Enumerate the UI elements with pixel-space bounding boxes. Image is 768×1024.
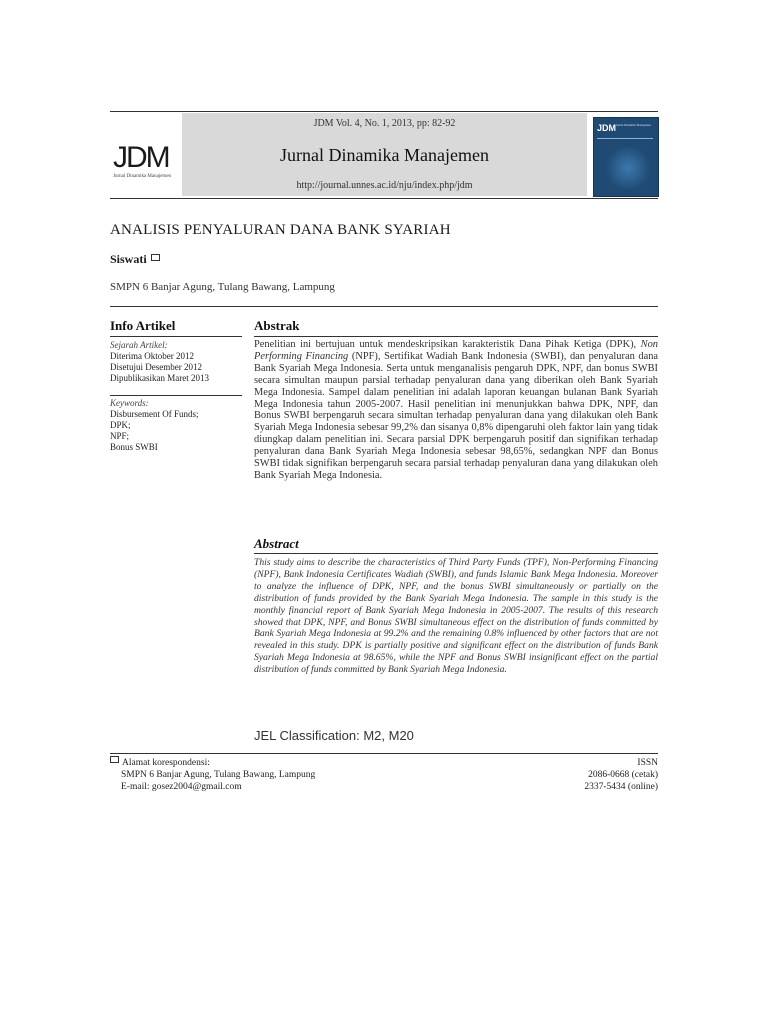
cover-divider bbox=[597, 138, 653, 139]
section-rule bbox=[110, 306, 658, 307]
keyword-item: Disbursement Of Funds; bbox=[110, 409, 199, 419]
abstrak-heading-rule bbox=[254, 336, 658, 337]
history-label: Sejarah Artikel: bbox=[110, 340, 168, 350]
issn-block bbox=[520, 757, 658, 793]
journal-logo-text: JDM bbox=[113, 141, 169, 174]
journal-logo bbox=[110, 113, 182, 196]
abstract-text: This study aims to describe the characteristics of Third Party Funds (TPF), Non-Performing Financing (NPF), Bank Indonesia Certificates Wadiah (SWBI), and funds Islamic Bank Mega Indonesia. Moreover to analyze the influence of DPK, NPF, and the bonus SWBI simultaneously or partially on the distribution of funds provided by the Bank Syariah Mega Indonesia. The sample in this study is the monthly financial report of Bank Syariah Mega Indonesia in 2005-2007. The results of this research showed that DPK, NPF, and Bonus SWBI simultaneous effect on the distribution of funds committed by Bank Syariah Mega Indonesia at 99.2% and the remaining 0.8% influenced by other factors that are not revealed in this study. DPK is partially positive and significant effect on the distribution of funds Bank Syariah Mega Indonesia at 98.65%, while the NPF and Bonus SWBI insignificant effect on the partial distribution of funds committed by Bank Syariah Mega Indonesia. bbox=[254, 557, 658, 676]
keywords-block bbox=[110, 398, 199, 453]
correspondence-block bbox=[110, 757, 315, 793]
footer-rule bbox=[110, 753, 658, 754]
keywords-rule bbox=[110, 395, 242, 396]
history-approved: Disetujui Desember 2012 bbox=[110, 362, 202, 372]
history-received: Diterima Oktober 2012 bbox=[110, 351, 194, 361]
cover-graphic bbox=[604, 146, 652, 190]
abstract-heading-rule bbox=[254, 553, 658, 554]
keyword-item: Bonus SWBI bbox=[110, 442, 158, 452]
journal-volume-line: JDM Vol. 4, No. 1, 2013, pp: 82-92 bbox=[313, 118, 456, 129]
correspondence-label: Alamat korespondensi: bbox=[122, 758, 210, 768]
issn-print: 2086-0668 (cetak) bbox=[588, 770, 658, 780]
correspondence-label-line bbox=[110, 757, 315, 769]
jel-classification: JEL Classification: M2, M20 bbox=[254, 728, 414, 743]
history-published: Dipublikasikan Maret 2013 bbox=[110, 373, 209, 383]
abstrak-text bbox=[254, 339, 658, 482]
correspondence-address: SMPN 6 Banjar Agung, Tulang Bawang, Lampung bbox=[121, 770, 316, 780]
author-affiliation: SMPN 6 Banjar Agung, Tulang Bawang, Lampung bbox=[110, 281, 335, 293]
cover-logo: JDM bbox=[597, 123, 617, 133]
article-title: ANALISIS PENYALURAN DANA BANK SYARIAH bbox=[110, 222, 451, 238]
keyword-item: DPK; bbox=[110, 420, 131, 430]
envelope-icon bbox=[151, 254, 160, 261]
issn-online: 2337-5434 (online) bbox=[584, 782, 658, 792]
issn-label: ISSN bbox=[637, 758, 658, 768]
header-bottom-rule bbox=[110, 198, 658, 199]
info-heading-rule bbox=[110, 336, 242, 337]
abstrak-heading: Abstrak bbox=[254, 318, 300, 333]
info-heading: Info Artikel bbox=[110, 318, 176, 333]
abstrak-text-part1: Penelitian ini bertujuan untuk mendeskripsikan karakteristik Dana Pihak Ketiga (DPK), bbox=[254, 339, 641, 350]
journal-url[interactable]: http://journal.unnes.ac.id/nju/index.php/jdm bbox=[296, 180, 473, 191]
keyword-item: NPF; bbox=[110, 431, 130, 441]
author-name: Siswati bbox=[110, 252, 147, 266]
envelope-icon bbox=[110, 756, 119, 763]
keywords-label: Keywords: bbox=[110, 398, 149, 408]
correspondence-email[interactable]: E-mail: gosez2004@gmail.com bbox=[121, 782, 242, 792]
article-history bbox=[110, 340, 209, 384]
abstrak-text-part2: (NPF), Sertifikat Wadiah Bank Indonesia (SWBI), dan penyaluran dana Bank Syariah Mega Indonesia. Serta untuk menganalisis pengaruh DPK, NPF, dan bonus SWBI secara simultan maupun parsial terhadap penyaluran dana yang diberikan oleh Bank Syariah Mega Indonesia. Sampel dalam penelitian ini adalah laporan keuangan bulanan Bank Syariah Mega Indonesia tahun 2005-2007. Hasil penelitian ini menunjukkan bahwa DPK, NPF, dan Bonus SWBI berpengaruh secara simultan terhadap penyaluran dana yang dilakukan oleh Bank Syariah Mega Indonesia sebesar 99,2% dan sisanya 0,8% dipengaruhi oleh faktor lain yang tidak diungkap dalam penelitian ini. Secara parsial DPK berpengaruh positif dan signifikan terhadap penyaluran dana Bank Syariah Mega Indonesia sebesar 98,65%, sedangkan NPF dan Bonus SWBI tidak signifikan berpengaruh secara parsial terhadap penyaluran dana yang dilakukan oleh Bank Syariah Mega Indonesia. bbox=[254, 350, 658, 481]
author-line bbox=[110, 252, 160, 267]
cover-subtitle: Jurnal Dinamika Manajemen bbox=[616, 123, 651, 127]
journal-cover-image bbox=[593, 117, 659, 197]
journal-logo-subtext: Jurnal Dinamika Manajemen bbox=[113, 174, 172, 179]
header-top-rule bbox=[110, 111, 658, 112]
abstrak-text-italic: Non Performing Financing bbox=[254, 339, 658, 362]
journal-name: Jurnal Dinamika Manajemen bbox=[280, 145, 489, 165]
abstract-heading: Abstract bbox=[254, 536, 299, 551]
